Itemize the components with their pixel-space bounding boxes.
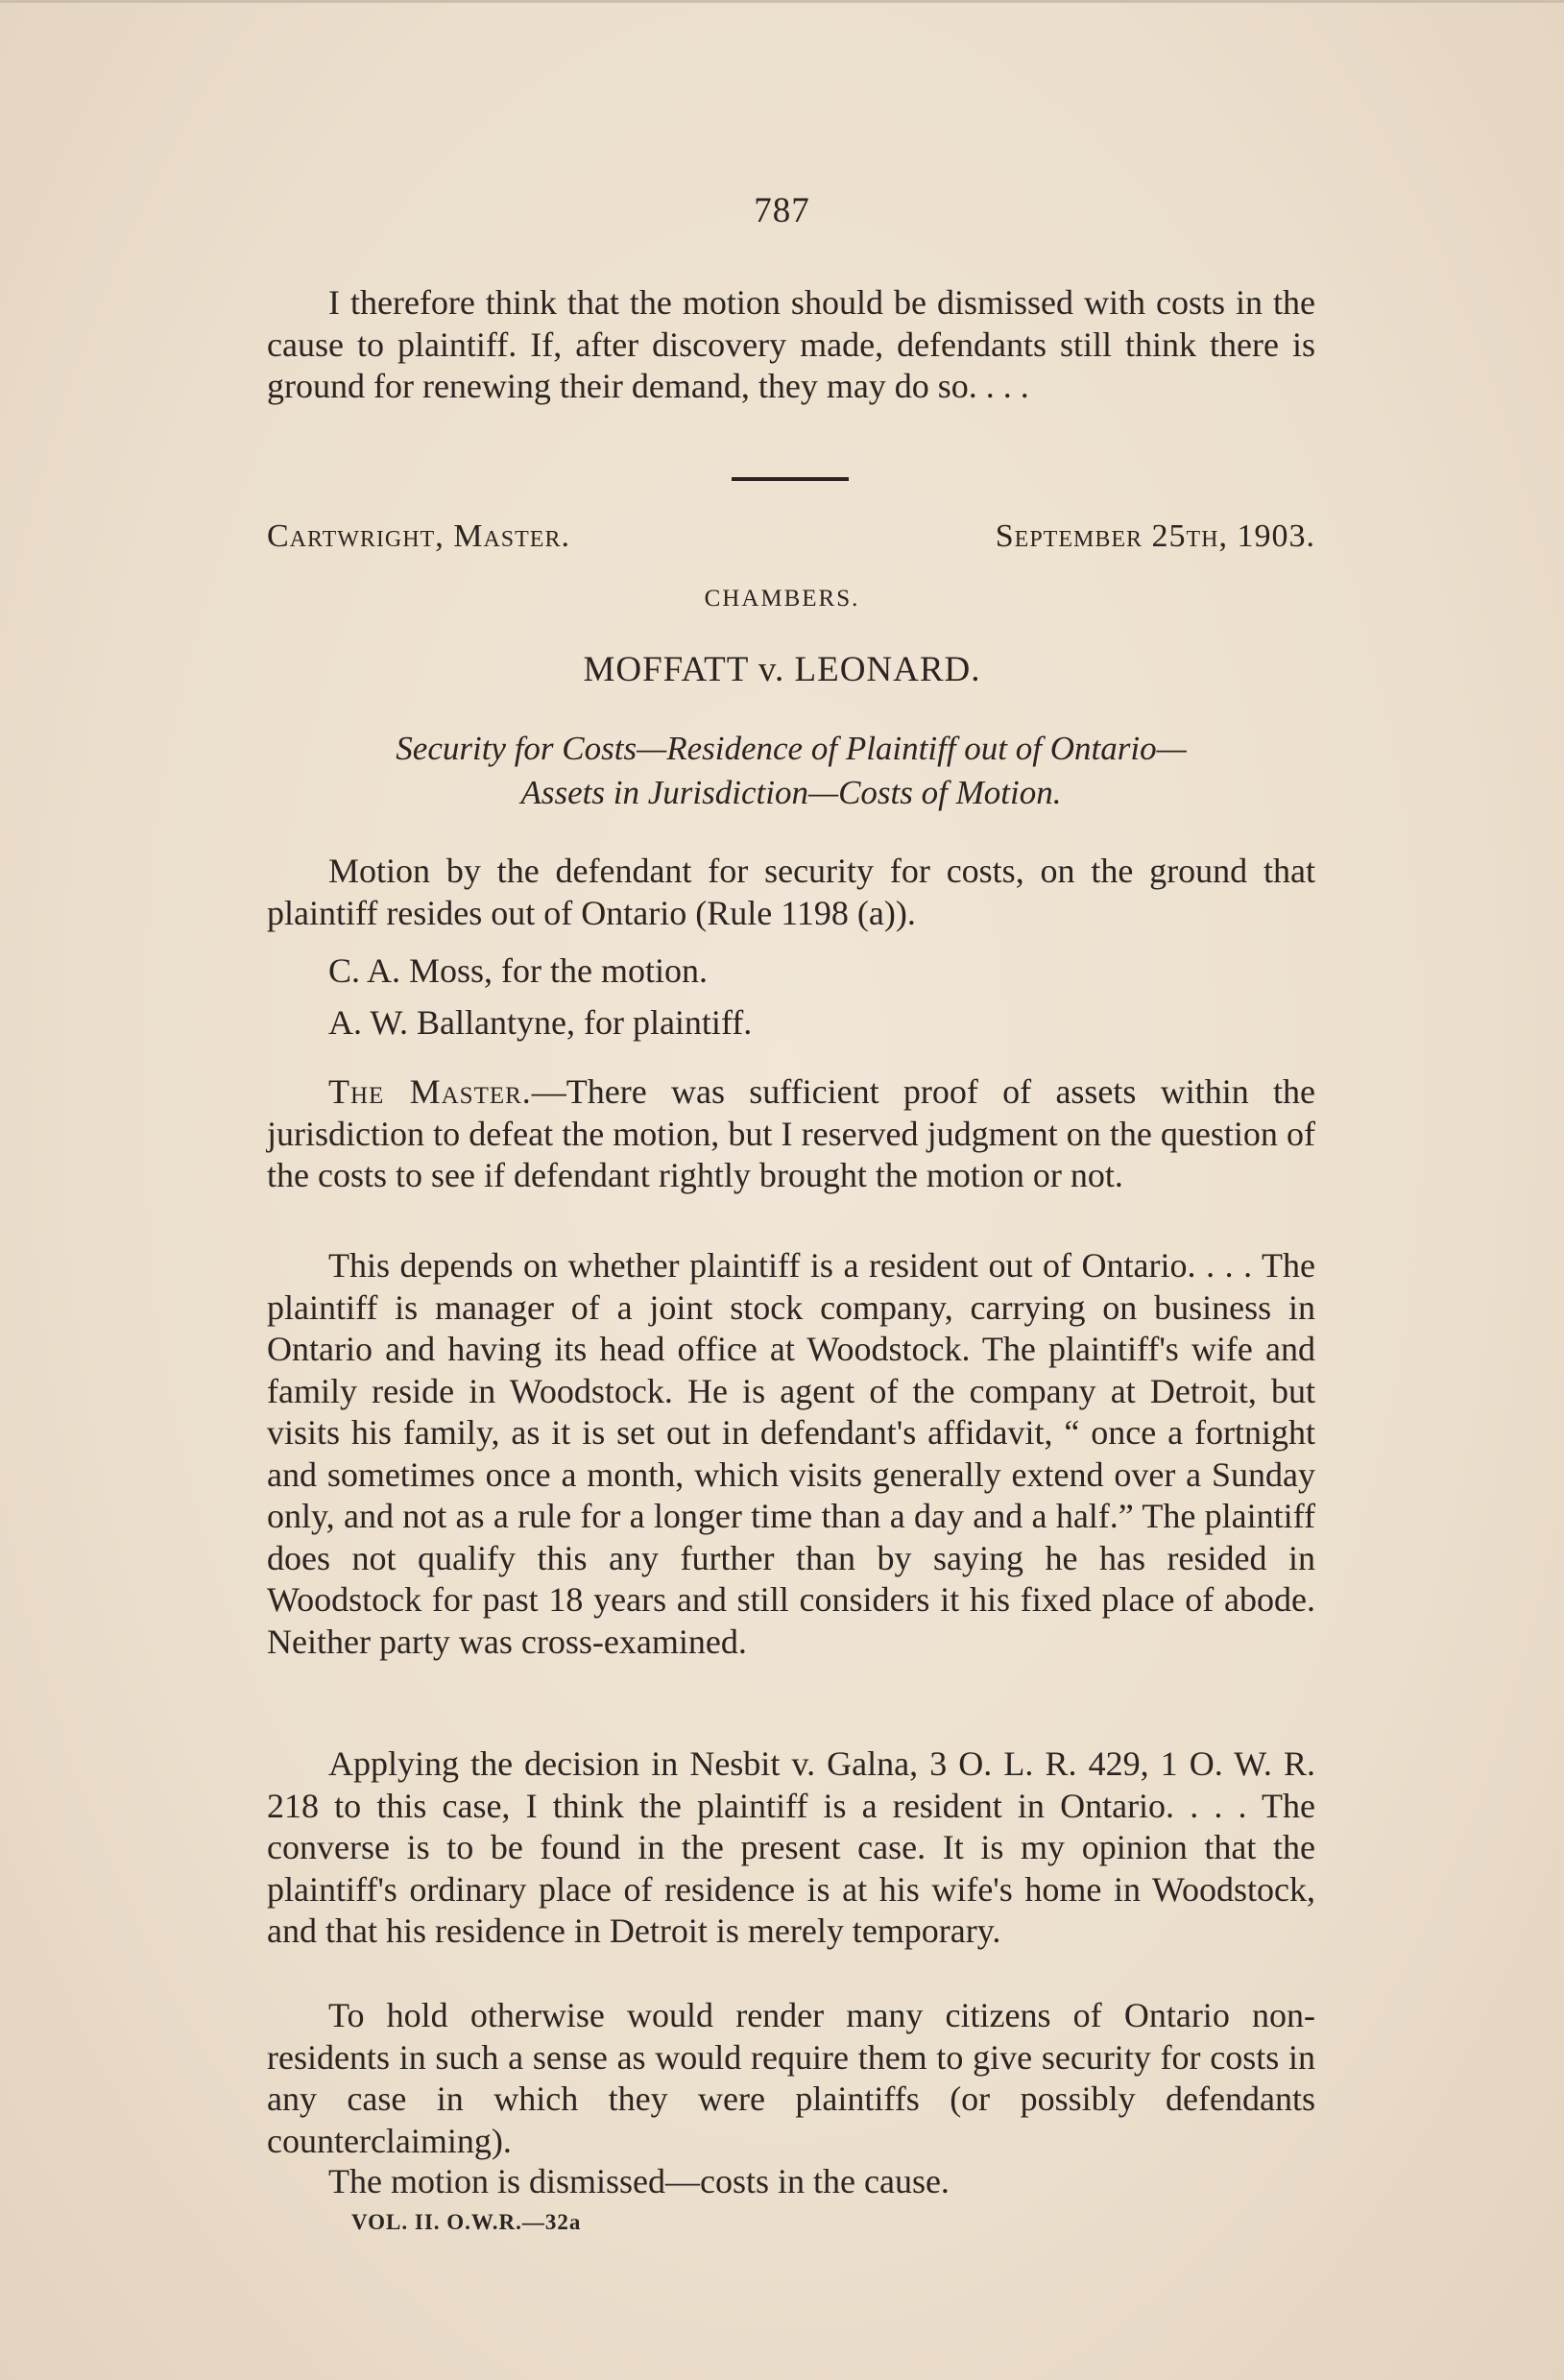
case-title: MOFFATT v. LEONARD.	[583, 650, 981, 689]
counsel-for-plaintiff: A. W. Ballantyne, for plaintiff.	[328, 1003, 753, 1042]
page-number: 787	[754, 191, 810, 230]
master-paragraph	[267, 1071, 1315, 1197]
judge-name: Cartwright, Master.	[267, 518, 570, 554]
chambers-heading: CHAMBERS.	[704, 586, 860, 612]
otherwise-paragraph: To hold otherwise would render many citizens of Ontario non-residents in such a sense as would require them to give security for costs in any case in which they were plaintiffs (or possibly defendants counterclaiming).	[267, 1996, 1315, 2160]
headnote-line-2: Assets in Jurisdiction—Costs of Motion.	[520, 774, 1062, 811]
master-paragraph-text: —There was sufficient proof of assets within the jurisdiction to defeat the motion, but I reserved judgment on the question of the costs to see if defendant rightly brought the motion or not.	[267, 1072, 1315, 1194]
residence-paragraph: This depends on whether plaintiff is a resident out of Ontario. . . . The plaintiff is manager of a joint stock company, carrying on business in Ontario and having its head office at Woodstock. The plaintiff's wife and family reside in Woodstock. He is agent of the company at Detroit, but visits his family, as it is set out in defendant's affidavit, “ once a fortnight and sometimes once a month, which visits generally extend over a Sunday only, and not as a rule for a longer time than a day and a half.” The plaintiff does not qualify this any further than by saying he has resided in Woodstock for past 18 years and still considers it his fixed place of abode. Neither party was cross-examined.	[267, 1246, 1315, 1661]
page-top-edge	[0, 0, 1564, 3]
judge-date-line	[267, 518, 1315, 555]
headnote-line-1: Security for Costs—Residence of Plaintiff out of Ontario—	[396, 730, 1187, 767]
decision-date: September 25th, 1903.	[995, 518, 1315, 554]
opening-paragraph: I therefore think that the motion should be dismissed with costs in the cause to plaintiff. If, after discovery made, defendants still think there is ground for renewing their demand, they may do so. . . .	[267, 283, 1315, 405]
motion-paragraph: Motion by the defendant for security for costs, on the ground that plaintiff resides out of Ontario (Rule 1198 (a)).	[267, 852, 1315, 932]
counsel-for-motion: C. A. Moss, for the motion.	[328, 951, 709, 990]
section-divider	[732, 477, 849, 481]
signature-mark: VOL. II. O.W.R.—32a	[351, 2210, 582, 2234]
headnote	[267, 727, 1315, 815]
decision-paragraph: Applying the decision in Nesbit v. Galna, 3 O. L. R. 429, 1 O. W. R. 218 to this case, I think the plaintiff is a resident in Ontario. . . . The converse is to be found in the present case. It is my opinion that the plaintiff's ordinary place of residence is at his wife's home in Woodstock, and that his residence in Detroit is merely temporary.	[267, 1744, 1315, 1950]
dismissed-paragraph: The motion is dismissed—costs in the cause.	[328, 2162, 950, 2200]
master-label: The Master.	[328, 1072, 532, 1111]
